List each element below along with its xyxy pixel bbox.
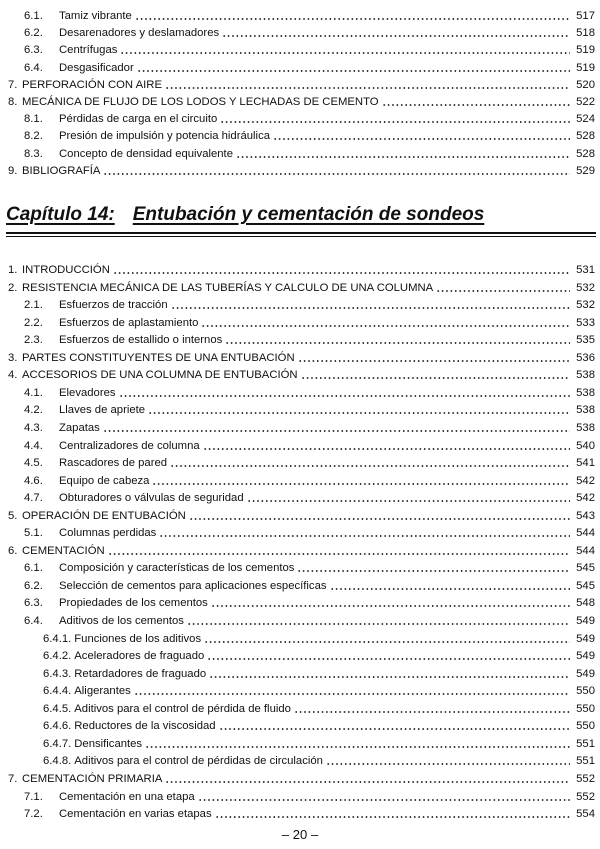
toc-entry [8,78,595,92]
toc-entry-title: Zapatas [59,421,100,434]
dot-leader [135,12,570,21]
toc-entry [8,491,595,505]
toc-entry-page: 543 [576,509,595,522]
toc-entry-page: 520 [576,78,595,91]
toc-entry-title: OPERACIÓN DE ENTUBACIÓN [22,509,186,522]
dot-leader [301,371,570,380]
toc-entry [8,298,595,312]
toc-entry-title: Columnas perdidas [59,527,157,540]
toc-entry-number: 7.2. [24,808,43,821]
toc-entry-number: 6.3. [24,44,43,57]
toc-entry [8,61,595,75]
toc-entry [8,702,595,716]
toc-entry-page: 549 [576,667,595,680]
dot-leader [170,459,570,468]
dot-leader [187,617,570,626]
dot-leader [137,64,570,73]
toc-entry [8,281,595,295]
toc-entry-title: BIBLIOGRAFÍA [22,164,101,177]
dot-leader [204,635,570,644]
toc-entry-title: Rascadores de pared [59,457,168,470]
toc-entry-title: CEMENTACIÓN PRIMARIA [22,772,163,785]
dot-leader [273,132,570,141]
toc-entry-title: Esfuerzos de estallido o internos [59,334,223,347]
toc-entry-number: 3. [8,351,18,364]
chapter-name: Entubación y cementación de sondeos [132,204,485,225]
dot-leader [330,582,570,591]
toc-entry-number: 6.2. [24,579,43,592]
toc-entry-title: Centrífugas [59,44,118,57]
dot-leader [222,29,570,38]
toc-entry-page: 535 [576,334,595,347]
dot-leader [297,564,570,573]
toc-entry-title: MECÁNICA DE FLUJO DE LOS LODOS Y LECHADAS DE CEMENTO [22,96,379,108]
toc-entry-number: 6.1. [24,562,43,575]
toc-entry [8,403,595,417]
toc-entry-title: Equipo de cabeza [59,474,150,487]
dot-leader [219,722,570,731]
dot-leader [189,512,570,521]
toc-entry [8,421,595,435]
toc-entry-number: 8. [8,96,18,108]
toc-entry-page: 548 [576,597,595,610]
toc-entry-page: 536 [576,351,595,364]
toc-entry-number: 5.1. [24,527,43,540]
toc-entry-number: 7.1. [24,790,43,803]
toc-entry-number: 4.1. [24,386,43,399]
toc-entry [8,544,595,558]
toc-entry [8,632,595,646]
toc-entry [8,456,595,470]
toc-entry [8,561,595,575]
toc-entry-page: 549 [576,632,595,645]
toc-entry [8,596,595,610]
dot-leader [211,599,570,608]
toc-entry-page: 544 [576,527,595,540]
dot-leader [225,336,570,345]
dot-leader [145,740,570,749]
toc-entry-number: 6.4.8. [43,755,72,768]
toc-entry-page: 545 [576,562,595,575]
toc-entry-page: 551 [576,737,595,750]
toc-entry [8,790,595,804]
toc-entry-title: Elevadores [59,386,116,399]
toc-entry [8,579,595,593]
toc-entry-number: 4.3. [24,421,43,434]
dot-leader [159,529,570,538]
dot-leader [382,98,570,107]
toc-entry-page: 550 [576,685,595,698]
toc-entry-title: Retardadores de fraguado [74,667,207,680]
dot-leader [120,46,570,55]
dot-leader [220,115,570,124]
toc-entry-page: 538 [576,404,595,417]
dot-leader [236,150,570,159]
toc-entry-title: INTRODUCCIÓN [22,264,110,276]
toc-entry-number: 5. [8,509,18,522]
toc-entry-page: 532 [576,281,595,294]
chapter-title [6,203,596,227]
toc-entry-number: 6.4.5. [43,702,72,715]
dot-leader [201,319,570,328]
toc-entry-title: Aditivos de los cementos [59,615,184,627]
toc-entry-number: 7. [8,78,18,91]
toc-entry-title: Reductores de la viscosidad [74,720,216,733]
chapter-rule-thick [6,232,596,234]
toc-entry [8,386,595,400]
toc-entry-number: 6.2. [24,27,43,40]
dot-leader [134,687,570,696]
toc-entry-number: 6.4.2. [43,650,72,663]
toc-entry-page: 545 [576,579,595,592]
toc-entry-title: Pérdidas de carga en el circuito [59,113,218,126]
dot-leader [108,547,570,556]
toc-entry-number: 4.7. [24,492,43,505]
toc-entry-page: 550 [576,702,595,715]
toc-entry-page: 519 [576,44,595,57]
toc-entry-page: 549 [576,615,595,627]
toc-entry-page: 522 [576,96,595,108]
chapter-rule-thin [6,236,596,237]
toc-entry-title: Esfuerzos de tracción [59,299,168,312]
dot-leader [209,670,570,679]
toc-entry-page: 542 [576,492,595,505]
toc-entry-page: 528 [576,147,595,160]
toc-entry-title: Centralizadores de columna [59,439,200,452]
toc-entry-number: 4.2. [24,404,43,417]
toc-entry-number: 9. [8,164,18,177]
toc-entry-number: 8.2. [24,130,43,143]
toc-entry-page: 551 [576,755,595,768]
toc-entry-page: 531 [576,264,595,276]
toc-entry-page: 529 [576,164,595,177]
toc-entry [8,772,595,786]
toc-entry [8,667,595,681]
toc-entry-title: RESISTENCIA MECÁNICA DE LAS TUBERÍAS Y CALCULO DE UNA COLUMNA [22,281,434,294]
toc-entry-page: 550 [576,720,595,733]
toc-entry-page: 552 [576,790,595,803]
toc-entry [8,147,595,161]
toc-entry-title: Propiedades de los cementos [59,597,208,610]
dot-leader [247,494,570,503]
toc-entry-page: 519 [576,61,595,74]
toc-entry [8,684,595,698]
toc-entry-page: 538 [576,369,595,382]
toc-entry-number: 4.5. [24,457,43,470]
toc-entry-page: 540 [576,439,595,452]
toc-entry-page: 542 [576,474,595,487]
toc-entry [8,368,595,382]
toc-entry-title: Desarenadores y deslamadores [59,27,220,40]
toc-entry [8,474,595,488]
toc-entry [8,164,595,178]
toc-entry [8,509,595,523]
toc-entry-title: Desgasificador [59,61,134,74]
toc-entry-title: Cementación en varias etapas [59,808,212,821]
toc-entry [8,129,595,143]
toc-entry-page: 518 [576,27,595,40]
toc-entry [8,333,595,347]
toc-entry-title: Concepto de densidad equivalente [59,147,233,160]
toc-entry-number: 6.4.1. [43,632,72,645]
dot-leader [103,424,570,433]
toc-entry-number: 8.1. [24,113,43,126]
dot-leader [294,705,570,714]
toc-entry-number: 6.4.3. [43,667,72,680]
toc-entry-number: 4.4. [24,439,43,452]
toc-entry-number: 6.4.6. [43,720,72,733]
toc-entry-title: Selección de cementos para aplicaciones específicas [59,579,327,592]
toc-entry-number: 2.2. [24,316,43,329]
toc-entry [8,526,595,540]
toc-entry [8,807,595,821]
toc-entry-number: 6. [8,544,18,557]
toc-entry-title: Aditivos para el control de pérdida de fluido [74,702,291,715]
toc-entry [8,26,595,40]
toc-entry-page: 538 [576,421,595,434]
toc-entry-number: 6.4.4. [43,685,72,698]
toc-entry [8,754,595,768]
toc-entry-title: Aditivos para el control de pérdidas de circulación [74,755,323,768]
toc-entry-page: 549 [576,650,595,663]
toc-entry-page: 528 [576,130,595,143]
toc-entry-title: Composición y características de los cementos [59,562,295,575]
toc-entry-title: CEMENTACIÓN [22,544,105,557]
toc-entry [8,43,595,57]
toc-entry [8,649,595,663]
dot-leader [207,652,570,661]
toc-entry-page: 517 [576,10,595,22]
dot-leader [215,810,570,819]
toc-entry-number: 6.4.7. [43,737,72,750]
toc-entry-number: 4.6. [24,474,43,487]
toc-entry-number: 8.3. [24,147,43,160]
toc-entry-number: 2.1. [24,299,43,312]
toc-entry-title: Funciones de los aditivos [74,632,202,645]
dot-leader [103,167,570,176]
dot-leader [203,442,570,451]
toc-entry-number: 6.1. [24,10,43,22]
toc-entry-page: 552 [576,772,595,785]
dot-leader [152,477,570,486]
toc-entry [8,9,595,23]
chapter-label: Capítulo 14: [6,204,115,225]
toc-entry [8,316,595,330]
toc-entry-title: Densificantes [74,737,143,750]
toc-entry-number: 6.3. [24,597,43,610]
toc-entry-title: Presión de impulsión y potencia hidráulica [59,130,270,143]
toc-entry-title: Tamiz vibrante [59,10,132,22]
toc-entry [8,351,595,365]
toc-entry-title: Llaves de apriete [59,404,146,417]
dot-leader [148,406,570,415]
toc-entry-number: 6.4. [24,615,43,627]
toc-entry-title: PARTES CONSTITUYENTES DE UNA ENTUBACIÓN [22,351,295,364]
dot-leader [298,354,570,363]
toc-entry-title: Esfuerzos de aplastamiento [59,316,199,329]
toc-entry-number: 2.3. [24,334,43,347]
dot-leader [119,389,570,398]
toc-entry-title: Cementación en una etapa [59,790,195,803]
chapter-heading [6,203,596,227]
dot-leader [165,775,570,784]
dot-leader [326,757,570,766]
page-number: – 20 – [281,827,319,842]
dot-leader [113,266,570,275]
toc-entry-number: 2. [8,281,18,294]
toc-entry [8,95,595,109]
toc-entry [8,263,595,277]
toc-entry-number: 7. [8,772,18,785]
toc-entry-page: 541 [576,457,595,470]
toc-entry [8,737,595,751]
toc-entry-page: 544 [576,544,595,557]
toc-entry-number: 4. [8,369,18,382]
toc-entry-page: 533 [576,316,595,329]
dot-leader [436,284,570,293]
toc-entry [8,614,595,628]
toc-entry [8,112,595,126]
toc-entry-page: 554 [576,808,595,821]
toc-entry-number: 1. [8,264,18,276]
toc-entry [8,719,595,733]
toc-entry-page: 532 [576,299,595,312]
toc-entry [8,439,595,453]
dot-leader [165,81,570,90]
toc-entry-title: Aligerantes [74,685,131,698]
toc-entry-page: 524 [576,113,595,126]
toc-entry-title: Obturadores o válvulas de seguridad [59,492,244,505]
toc-entry-title: PERFORACIÓN CON AIRE [22,78,162,91]
toc-entry-number: 6.4. [24,61,43,74]
dot-leader [171,301,570,310]
toc-entry-title: Aceleradores de fraguado [74,650,205,663]
toc-entry-title: ACCESORIOS DE UNA COLUMNA DE ENTUBACIÓN [22,369,298,382]
toc-entry-page: 538 [576,386,595,399]
dot-leader [198,793,570,802]
